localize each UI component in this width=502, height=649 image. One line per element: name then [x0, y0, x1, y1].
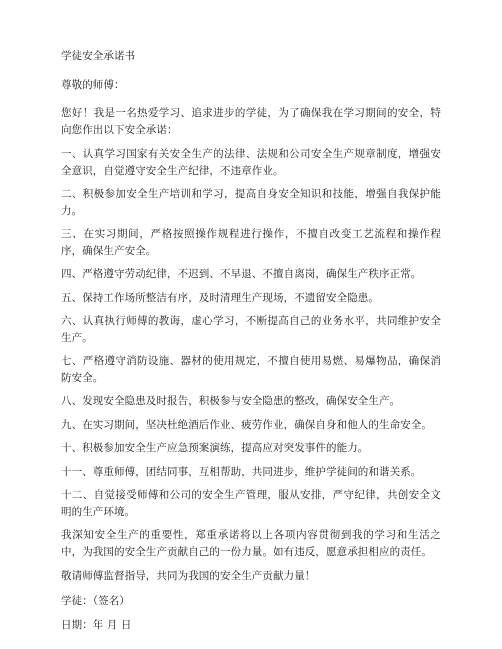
commitment-item: 五、保持工作场所整洁有序，及时清理生产现场，不遗留安全隐患。 — [61, 291, 379, 304]
closing-paragraph: 我深知安全生产的重要性，郑重承诺将以上各项内容贯彻到我的学习和生活之中，为我国的安全生产贡献自己的一份力量。如有违反，愿意承担相应的责任。 — [61, 529, 441, 558]
commitment-item: 三、在实习期间，严格按照操作规程进行操作，不擅自改变工艺流程和操作程序，确保生产安全。 — [61, 228, 441, 257]
intro-paragraph: 您好！我是一名热爱学习、追求进步的学徒，为了确保我在学习期间的安全，特向您作出以下安全承诺： — [61, 107, 441, 136]
commitment-item: 七、严格遵守消防设施、器材的使用规定，不擅自使用易燃、易爆物品，确保消防安全。 — [61, 355, 441, 384]
commitment-list — [61, 146, 441, 520]
salutation: 尊敬的师傅： — [61, 78, 125, 91]
document-title: 学徒安全承诺书 — [61, 50, 136, 62]
commitment-item: 六、认真执行师傅的教诲，虚心学习，不断提高自己的业务水平，共同维护安全生产。 — [61, 315, 441, 344]
commitment-item: 四、严格遵守劳动纪律，不迟到、不早退、不擅自离岗，确保生产秩序正常。 — [61, 268, 422, 280]
date-line: 日期：年 月 日 — [61, 619, 132, 631]
commitment-item: 八、发现安全隐患及时报告，积极参与安全隐患的整改，确保安全生产。 — [61, 395, 401, 407]
commitment-item: 十一、尊重师傅，团结同事，互相帮助，共同进步，维护学徒间的和谐关系。 — [61, 465, 422, 478]
commitment-item: 一、认真学习国家有关安全生产的法律、法规和公司安全生产规章制度，增强安全意识，自觉遵守安全生产纪律，不违章作业。 — [61, 148, 441, 177]
commitment-item: 二、积极参加安全生产培训和学习，提高自身安全知识和技能，增强自我保护能力。 — [61, 188, 441, 217]
commitment-item: 九、在实习期间，坚决杜绝酒后作业、疲劳作业，确保自身和他人的生命安全。 — [61, 418, 432, 431]
document-page — [61, 48, 441, 642]
request-paragraph: 敬请师傅监督指导，共同为我国的安全生产贡献力量！ — [61, 570, 316, 582]
commitment-item: 十二、自觉接受师傅和公司的安全生产管理，服从安排，严守纪律，共创安全文明的生产环境。 — [61, 489, 441, 518]
signature-line: 学徒：（签名） — [61, 594, 130, 607]
commitment-item: 十、积极参加安全生产应急预案演练，提高应对突发事件的能力。 — [61, 442, 369, 454]
